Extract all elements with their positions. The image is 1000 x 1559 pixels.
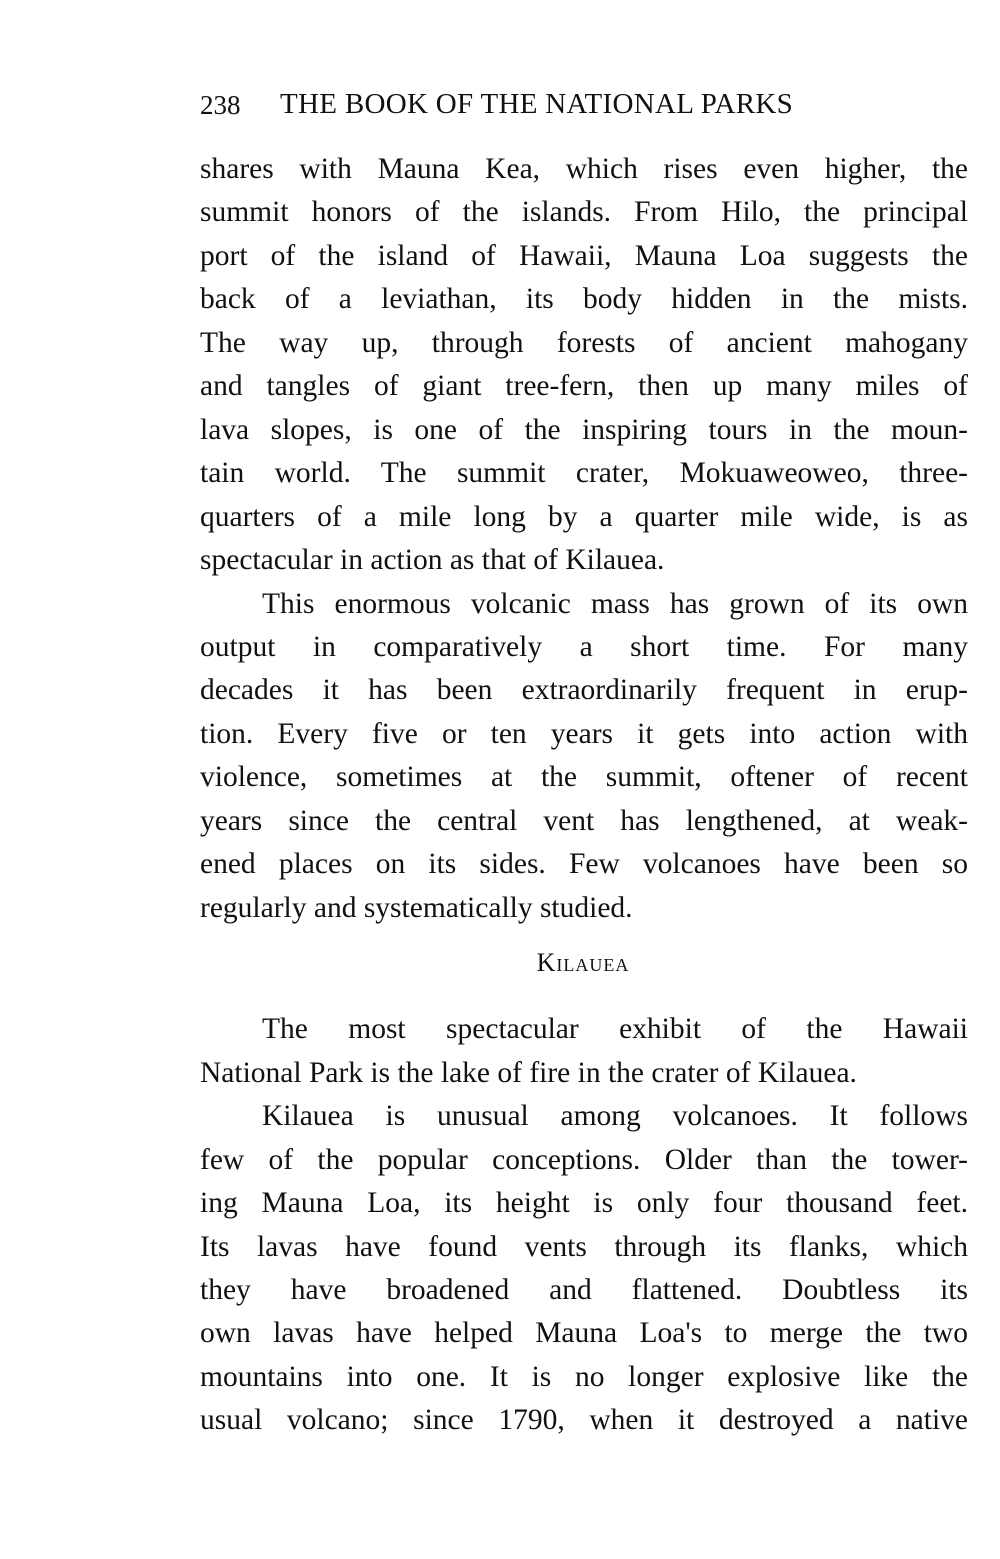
text-line: ing Mauna Loa, its height is only four thousand feet. (200, 1187, 968, 1220)
text-line: mountains into one. It is no longer explosive like the (200, 1360, 968, 1393)
page-number: 238 (200, 90, 241, 120)
text-line: shares with Mauna Kea, which rises even higher, the (200, 153, 968, 185)
text-line: The most spectacular exhibit of the Hawaii (262, 1013, 968, 1046)
text-line: lava slopes, is one of the inspiring tours in the moun- (200, 413, 968, 446)
text-line: decades it has been extraordinarily frequent in erup- (200, 674, 968, 707)
text-line: and tangles of giant tree-fern, then up many miles of (200, 370, 968, 403)
text-line: own lavas have helped Mauna Loa's to merge the two (200, 1317, 968, 1350)
text-line: years since the central vent has lengthened, at weak- (200, 804, 968, 837)
text-line: few of the popular conceptions. Older than the tower- (200, 1143, 968, 1176)
text-line: summit honors of the islands. From Hilo, the principal (200, 196, 968, 229)
text-line: Kilauea is unusual among volcanoes. It follows (262, 1100, 968, 1133)
text-line: ened places on its sides. Few volcanoes have been so (200, 848, 968, 881)
running-title: THE BOOK OF THE NATIONAL PARKS (280, 88, 794, 120)
text-line: The way up, through forests of ancient mahogany (200, 326, 968, 359)
text-line: tion. Every five or ten years it gets into action with (200, 717, 968, 750)
text-line: usual volcano; since 1790, when it destroyed a native (200, 1404, 968, 1437)
section-heading (0, 948, 1000, 978)
text-line: violence, sometimes at the summit, oftener of recent (200, 761, 968, 794)
text-line: National Park is the lake of fire in the crater of Kilauea. (200, 1056, 857, 1089)
text-line: This enormous volcanic mass has grown of its own (262, 587, 968, 620)
text-line: regularly and systematically studied. (200, 891, 633, 924)
text-line: tain world. The summit crater, Mokuaweoweo, three- (200, 457, 968, 490)
text-line: quarters of a mile long by a quarter mile wide, is as (200, 500, 968, 533)
text-line: Its lavas have found vents through its flanks, which (200, 1230, 968, 1263)
running-header (200, 88, 940, 128)
text-line: back of a leviathan, its body hidden in the mists. (200, 283, 968, 316)
text-line: output in comparatively a short time. For many (200, 630, 968, 663)
text-line: port of the island of Hawaii, Mauna Loa suggests the (200, 239, 968, 272)
section-heading-text: Kilauea (536, 948, 630, 978)
text-line: spectacular in action as that of Kilauea. (200, 544, 665, 577)
text-line: they have broadened and flattened. Doubtless its (200, 1274, 968, 1306)
